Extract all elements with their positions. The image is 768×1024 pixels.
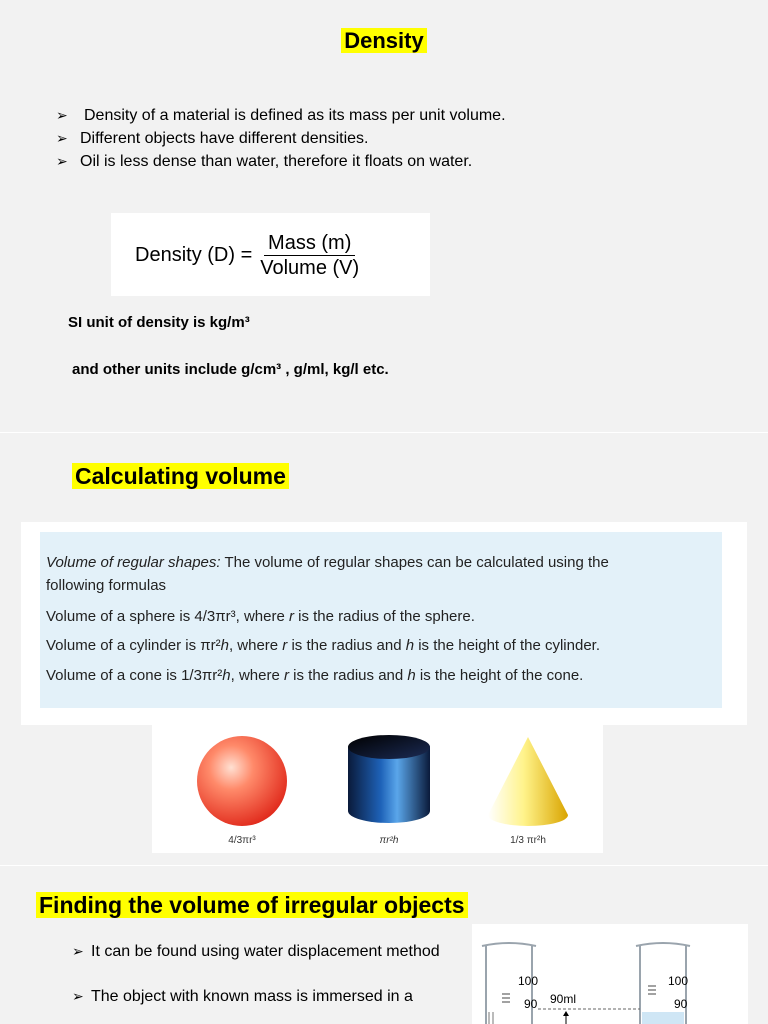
displacement-illustration [472, 924, 748, 1024]
left-label-90: 90 [524, 997, 538, 1011]
slide-title-calculating-volume: Calculating volume [72, 463, 289, 489]
bullet-item: ➢ Different objects have different densities. [56, 127, 506, 150]
arrow-icon: ➢ [72, 988, 84, 1004]
slide-title-irregular: Finding the volume of irregular objects [36, 892, 468, 918]
other-units-text: and other units include g/cm³ , g/ml, kg/l etc. [72, 361, 389, 378]
regular-shapes-intro: Volume of regular shapes: The volume of regular shapes can be calculated using the [46, 554, 609, 571]
bullet-item: ➢ Density of a material is defined as its mass per unit volume. [56, 104, 506, 127]
slide-irregular-objects [0, 866, 768, 1024]
sphere-shape [197, 736, 287, 826]
reading-marker [538, 1009, 640, 1024]
cylinder-shape [348, 735, 430, 823]
formulas-panel [21, 522, 747, 725]
formula-lhs: Density (D) = [135, 243, 253, 266]
regular-shapes-intro-2: following formulas [46, 577, 167, 594]
measuring-cylinders-svg [472, 924, 748, 1024]
shapes-illustration [152, 725, 603, 853]
si-unit-text: SI unit of density is kg/m³ [68, 314, 250, 331]
arrow-icon: ➢ [56, 153, 68, 169]
slide-title-density: Density [0, 28, 768, 53]
cone-formula: Volume of a cone is 1/3πr²h, where r is the radius and h is the height of the cone. [46, 667, 584, 684]
cylinder-formula: Volume of a cylinder is πr²h, where r is the radius and h is the height of the cylinder. [46, 637, 600, 654]
sphere-caption: 4/3πr³ [228, 835, 256, 846]
irregular-bullets [72, 940, 452, 1008]
right-label-100: 100 [668, 974, 689, 988]
bullet-item: ➢ The object with known mass is immersed in a [72, 985, 452, 1008]
arrow-icon: ➢ [72, 943, 84, 959]
bullet-item: ➢ Oil is less dense than water, therefore it floats on water. [56, 150, 506, 173]
cylinder-caption: πr²h [379, 835, 399, 846]
formula-numerator: Mass (m) [264, 231, 355, 256]
arrow-icon: ➢ [56, 107, 68, 123]
density-bullets [56, 104, 506, 173]
cone-shape [488, 737, 568, 826]
formulas-panel-inner [40, 532, 722, 708]
slide-calculating-volume [0, 433, 768, 865]
right-label-90: 90 [674, 997, 688, 1011]
reading-label: 90ml [550, 992, 577, 1006]
density-formula [111, 213, 430, 296]
left-label-100: 100 [518, 974, 539, 988]
slide-density [0, 0, 768, 432]
cone-caption: 1/3 πr²h [510, 835, 546, 846]
sphere-formula: Volume of a sphere is 4/3πr³, where r is the radius of the sphere. [46, 608, 475, 625]
formula-denominator: Volume (V) [260, 256, 360, 279]
arrow-icon: ➢ [56, 130, 68, 146]
bullet-item: ➢ It can be found using water displacement method [72, 940, 452, 963]
formula-fraction [256, 231, 363, 280]
shapes-svg [152, 725, 603, 853]
